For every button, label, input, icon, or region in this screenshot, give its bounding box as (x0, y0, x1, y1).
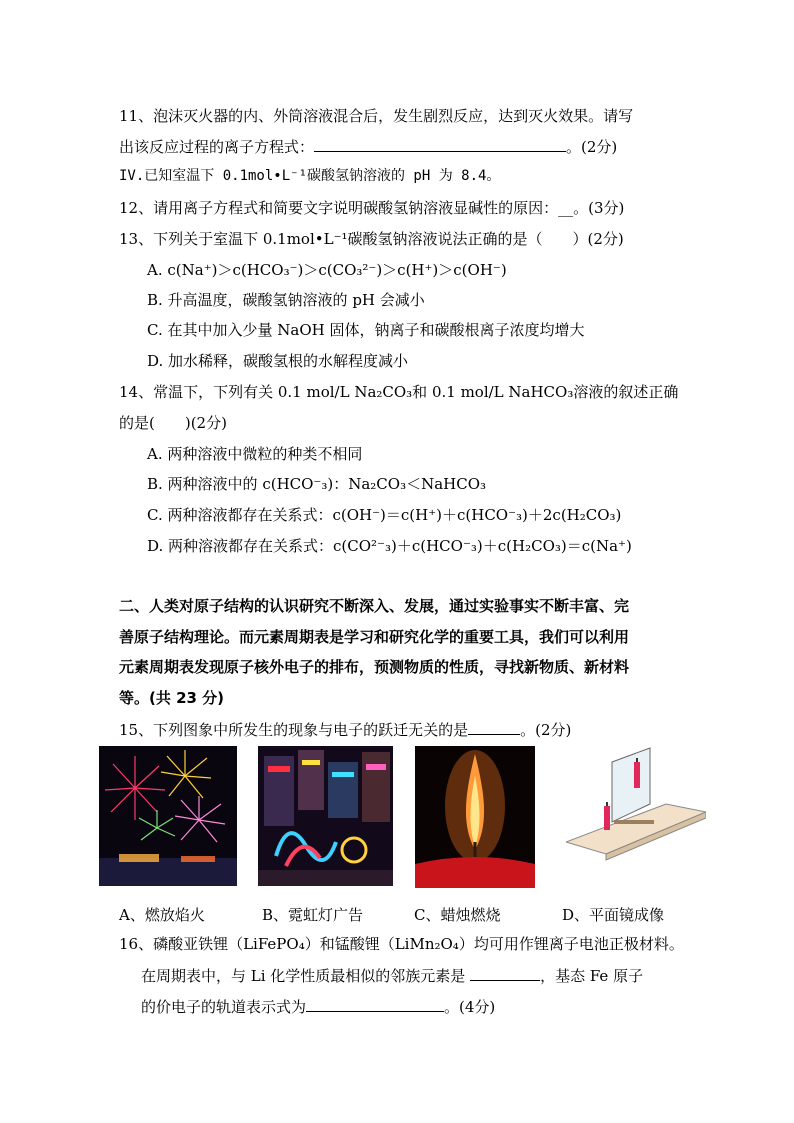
caption-d: D、平面镜成像 (562, 906, 665, 924)
q16-line2-suffix: ，基态 Fe 原子 (540, 967, 644, 985)
q14-option-c: C. 两种溶液都存在关系式：c(OH⁻)＝c(H⁺)＋c(HCO⁻₃)＋2c(H₂CO₃) (147, 506, 622, 524)
q11-line2-prefix: 出该反应过程的离子方程式： (119, 138, 315, 156)
q14-option-d: D. 两种溶液都存在关系式：c(CO²⁻₃)＋c(HCO⁻₃)＋c(H₂CO₃)＝c(Na⁺) (147, 537, 632, 555)
q13-stem: 13、下列关于室温下 0.1mol•L⁻¹碳酸氢钠溶液说法正确的是（ ）(2分) (119, 230, 624, 248)
q14-option-a: A. 两种溶液中微粒的种类不相同 (147, 445, 363, 463)
note-iv: IV.已知室温下 0.1mol•L⁻¹碳酸氢钠溶液的 pH 为 8.4。 (119, 168, 501, 184)
q14-option-b: B. 两种溶液中的 c(HCO⁻₃)：Na₂CO₃＜NaHCO₃ (147, 475, 487, 493)
q16-line3-suffix: 。(4分) (444, 998, 496, 1016)
q12: 12、请用离子方程式和简要文字说明碳酸氢钠溶液显碱性的原因：__。(3分) (119, 199, 625, 217)
q14-stem-line2: 的是( )(2分) (119, 414, 227, 432)
candle-image (415, 746, 535, 888)
q16-orbital-blank[interactable] (306, 996, 444, 1012)
q15-prefix: 15、下列图象中所发生的现象与电子的跃迁无关的是 (119, 721, 469, 739)
q16-line2-prefix: 在周期表中，与 Li 化学性质最相似的邻族元素是 (141, 967, 471, 985)
q15-suffix: 。(2分) (520, 721, 572, 739)
q16-line2 (141, 965, 643, 986)
q11-answer-blank[interactable] (314, 136, 566, 152)
section2-line1: 二、人类对原子结构的认识研究不断深入、发展，通过实验事实不断丰富、完 (119, 597, 630, 615)
q13-option-a: A. c(Na⁺)＞c(HCO₃⁻)＞c(CO₃²⁻)＞c(H⁺)＞c(OH⁻) (147, 261, 507, 279)
q16-line3-prefix: 的价电子的轨道表示式为 (141, 998, 307, 1016)
q11-line1: 11、泡沫灭火器的内、外筒溶液混合后，发生剧烈反应，达到灭火效果。请写 (119, 107, 634, 125)
section2-line3: 元素周期表发现原子核外电子的排布，预测物质的性质，寻找新物质、新材料 (119, 658, 630, 676)
q16-element-blank[interactable] (470, 965, 540, 981)
q11-line2 (119, 136, 617, 157)
caption-b: B、霓虹灯广告 (262, 906, 364, 924)
q15-stem (119, 719, 571, 740)
caption-a: A、燃放焰火 (119, 906, 205, 924)
neon-sign-image (258, 746, 393, 886)
q16-line1: 16、磷酸亚铁锂（LiFePO₄）和锰酸锂（LiMn₂O₄）均可用作锂离子电池正极材料。 (119, 935, 684, 953)
q15-answer-blank[interactable] (468, 719, 520, 735)
q13-option-c: C. 在其中加入少量 NaOH 固体，钠离子和碳酸根离子浓度均增大 (147, 321, 585, 339)
fireworks-image (99, 746, 237, 886)
q13-option-b: B. 升高温度，碳酸氢钠溶液的 pH 会减小 (147, 291, 425, 309)
plane-mirror-image (566, 746, 706, 864)
q11-line2-suffix: 。(2分) (566, 138, 618, 156)
q13-option-d: D. 加水稀释，碳酸氢根的水解程度减小 (147, 352, 409, 370)
caption-c: C、蜡烛燃烧 (414, 906, 501, 924)
section2-line4: 等。(共 23 分) (119, 689, 225, 707)
q16-line3 (141, 996, 495, 1017)
q14-stem-line1: 14、常温下，下列有关 0.1 mol/L Na₂CO₃和 0.1 mol/L NaHCO₃溶液的叙述正确 (119, 383, 679, 401)
section2-line2: 善原子结构理论。而元素周期表是学习和研究化学的重要工具，我们可以利用 (119, 628, 630, 646)
